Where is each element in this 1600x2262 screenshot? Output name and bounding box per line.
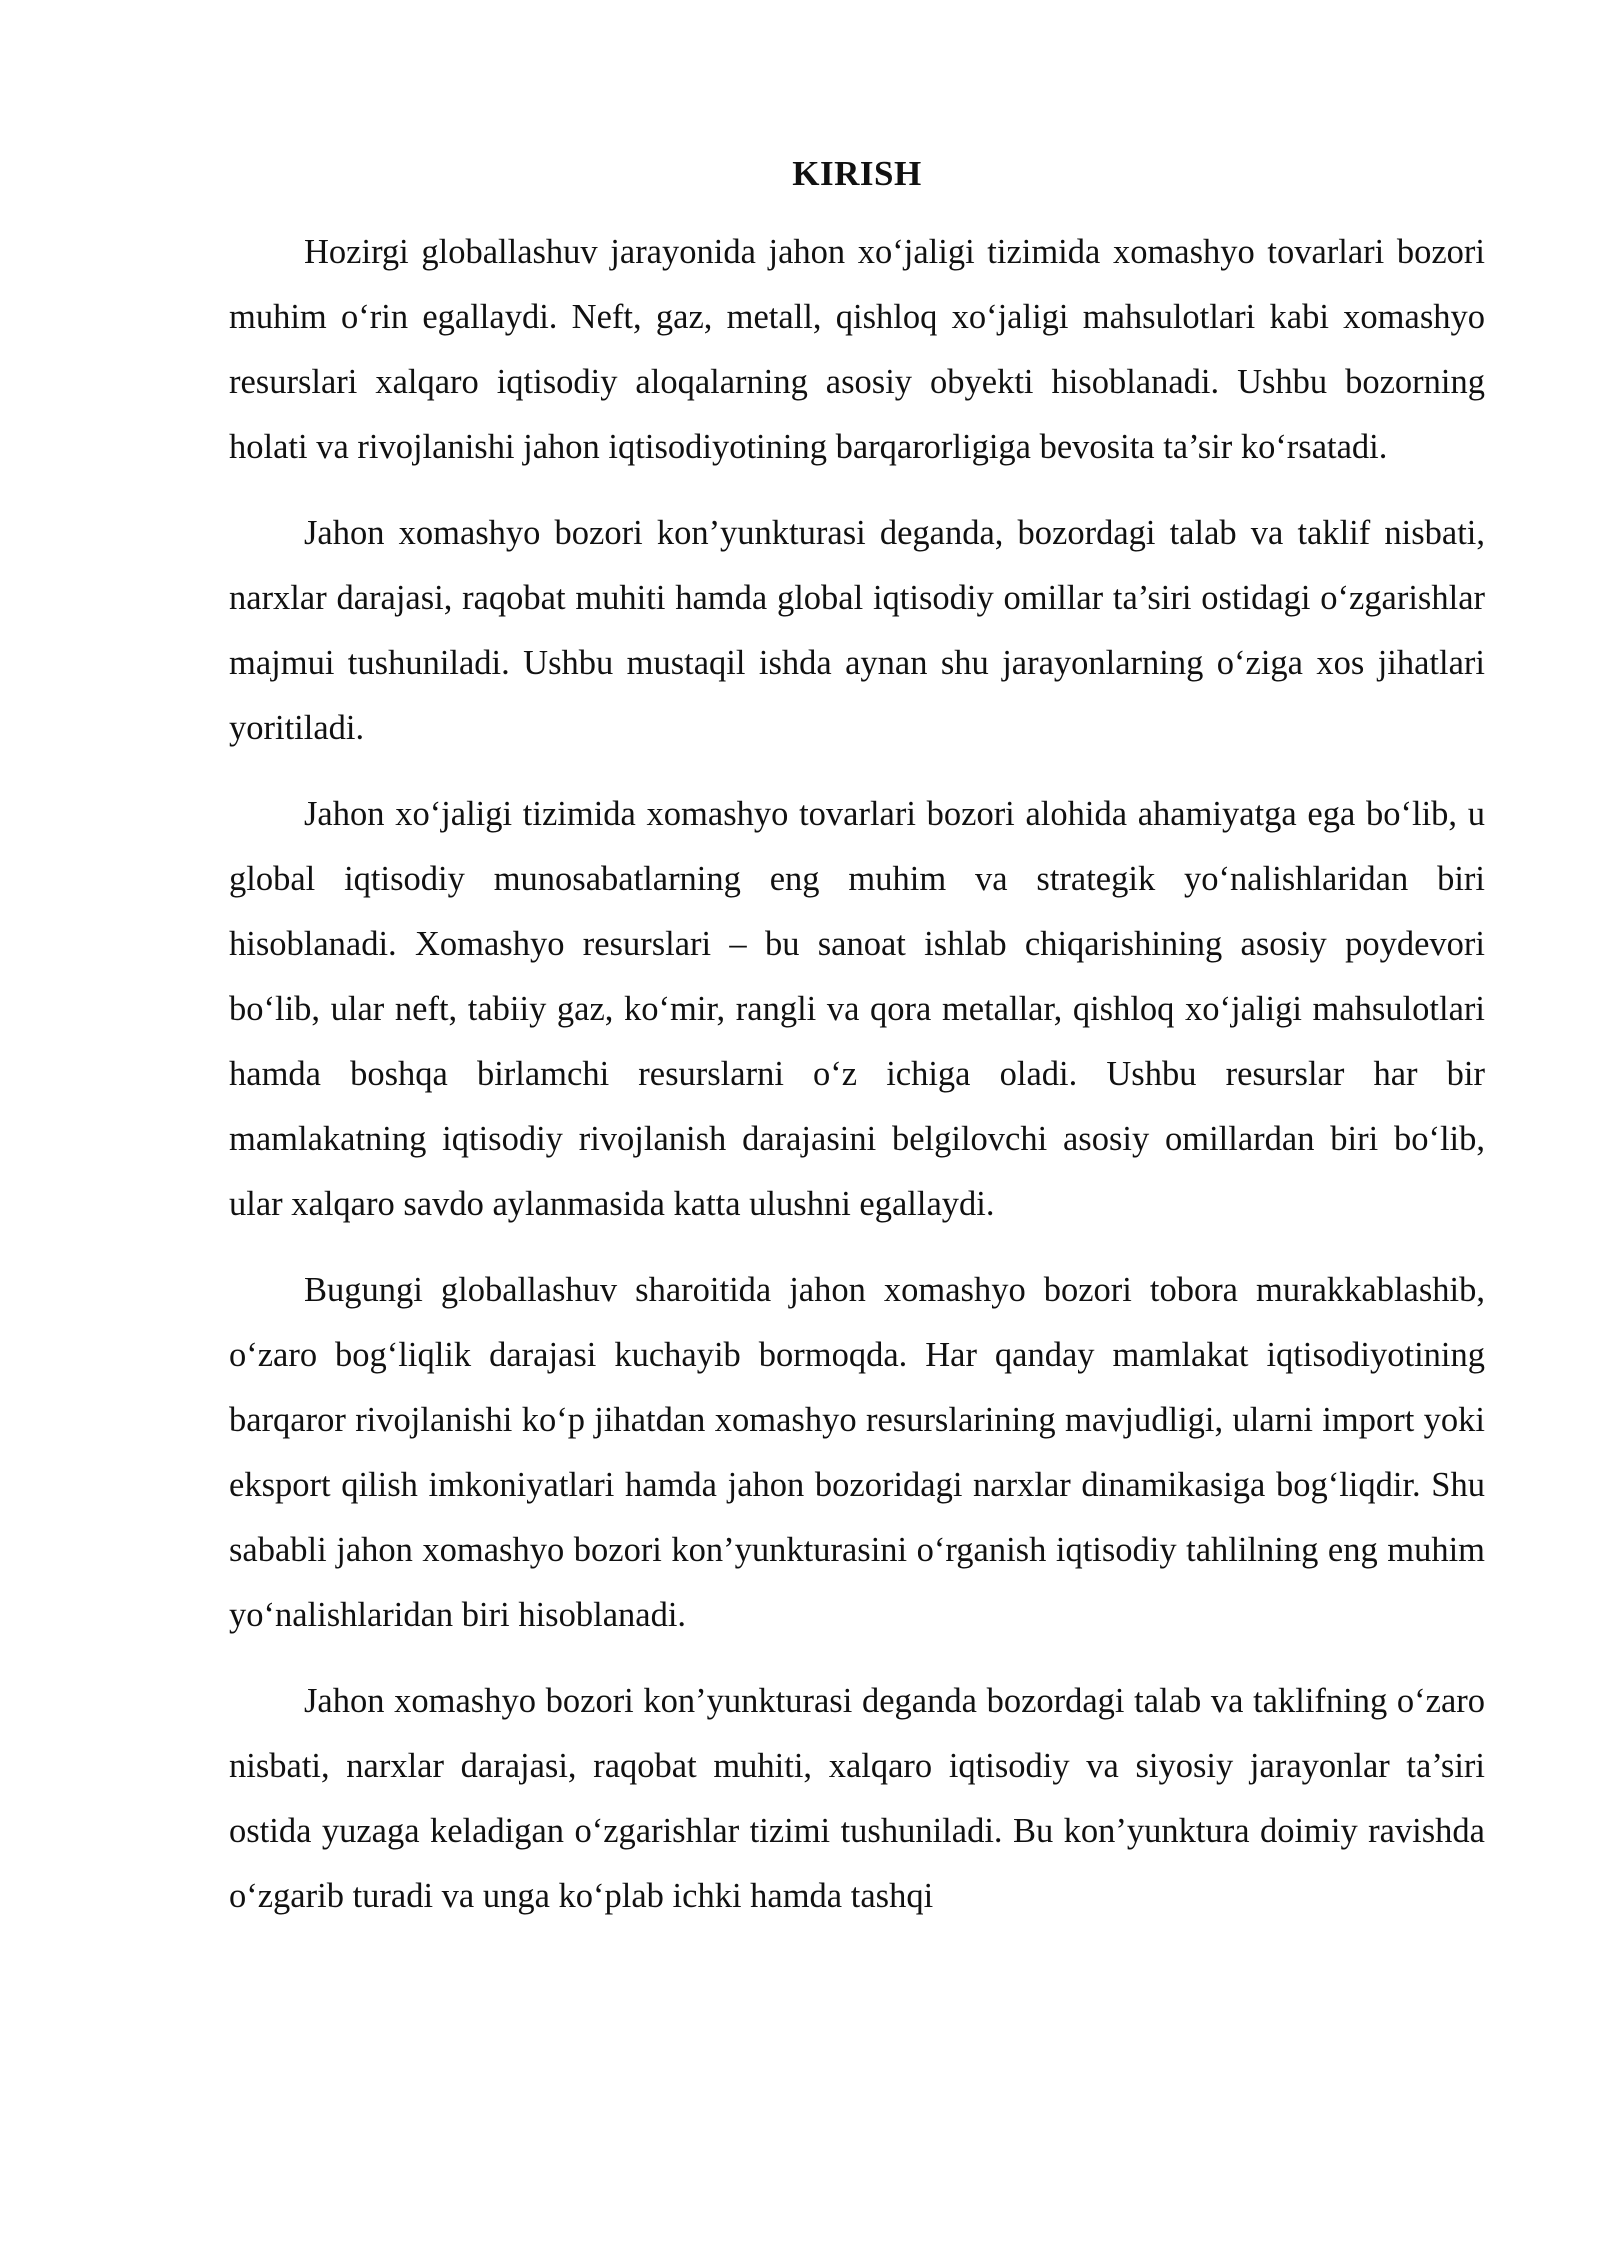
page-title: KIRISH	[792, 154, 922, 193]
paragraph: Hozirgi globallashuv jarayonida jahon xo‘jaligi tizimida xomashyo tovarlari bozori muhim o‘rin egallaydi. Neft, gaz, metall, qishloq xo‘jaligi mahsulotlari kabi xomashyo resurslari xalqaro iqtisodiy aloqalarning asosiy obyekti hisoblanadi. Ushbu bozorning holati va rivojlanishi jahon iqtisodiyotining barqarorligiga bevosita ta’sir ko‘rsatadi.	[229, 233, 1485, 466]
paragraph: Jahon xo‘jaligi tizimida xomashyo tovarlari bozori alohida ahamiyatga ega bo‘lib, u global iqtisodiy munosabatlarning eng muhim va strategik yo‘nalishlaridan biri hisoblanadi. Xomashyo resurslari – bu sanoat ishlab chiqarishining asosiy poydevori bo‘lib, ular neft, tabiiy gaz, ko‘mir, rangli va qora metallar, qishloq xo‘jaligi mahsulotlari hamda boshqa birlamchi resurslarni o‘z ichiga oladi. Ushbu resurslar har bir mamlakatning iqtisodiy rivojlanish darajasini belgilovchi asosiy omillardan biri bo‘lib, ular xalqaro savdo aylanmasida katta ulushni egallaydi.	[229, 795, 1485, 1223]
paragraph: Jahon xomashyo bozori kon’yunkturasi deganda, bozordagi talab va taklif nisbati, narxlar darajasi, raqobat muhiti hamda global iqtisodiy omillar ta’siri ostidagi o‘zgarishlar majmui tushuniladi. Ushbu mustaqil ishda aynan shu jarayonlarning o‘ziga xos jihatlari yoritiladi.	[229, 514, 1485, 747]
paragraph: Jahon xomashyo bozori kon’yunkturasi deganda bozordagi talab va taklifning o‘zaro nisbati, narxlar darajasi, raqobat muhiti, xalqaro iqtisodiy va siyosiy jarayonlar ta’siri ostida yuzaga keladigan o‘zgarishlar tizimi tushuniladi. Bu kon’yunktura doimiy ravishda o‘zgarib turadi va unga ko‘plab ichki hamda tashqi	[229, 1682, 1485, 1915]
paragraph: Bugungi globallashuv sharoitida jahon xomashyo bozori tobora murakkablashib, o‘zaro bog‘liqlik darajasi kuchayib bormoqda. Har qanday mamlakat iqtisodiyotining barqaror rivojlanishi ko‘p jihatdan xomashyo resurslarining mavjudligi, ularni import yoki eksport qilish imkoniyatlari hamda jahon bozoridagi narxlar dinamikasiga bog‘liqdir. Shu sababli jahon xomashyo bozori kon’yunkturasini o‘rganish iqtisodiy tahlilning eng muhim yo‘nalishlaridan biri hisoblanadi.	[229, 1271, 1485, 1634]
document-body	[229, 148, 1485, 1950]
